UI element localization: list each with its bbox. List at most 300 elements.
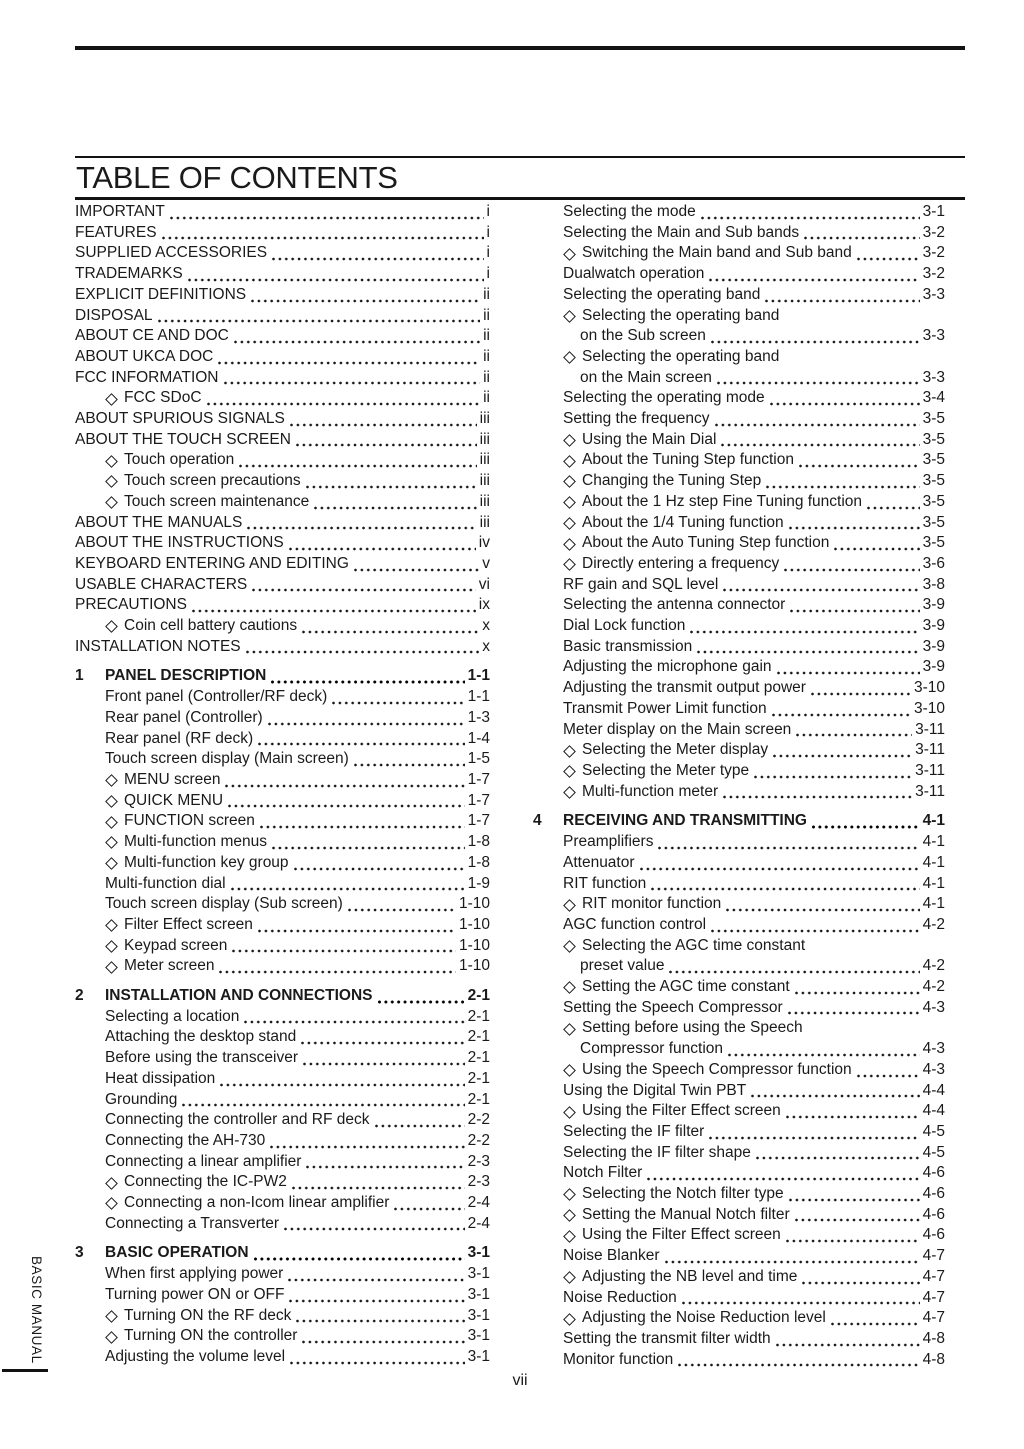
dot-leader — [790, 604, 919, 614]
toc-entry-label: Connecting the controller and RF deck — [105, 1111, 370, 1129]
toc-entry-page: 3-11 — [915, 741, 945, 759]
dot-leader — [857, 1069, 920, 1079]
toc-entry-row — [533, 678, 945, 699]
toc-entry-page: i — [486, 203, 490, 220]
toc-entry-label: FUNCTION screen — [124, 812, 255, 830]
toc-entry-label: Preamplifiers — [563, 833, 654, 851]
toc-entry-label: Selecting the operating mode — [563, 389, 765, 407]
toc-entry-page: 3-4 — [922, 389, 945, 407]
toc-entry-page: ii — [483, 306, 490, 324]
dot-leader — [170, 211, 484, 221]
toc-entry-row — [75, 749, 490, 770]
page-number: vii — [512, 1372, 528, 1389]
toc-entry-row — [75, 637, 490, 658]
toc-entry-label: Setting the AGC time constant — [582, 978, 790, 996]
diamond-icon — [105, 455, 118, 468]
toc-entry-label: Touch screen display (Sub screen) — [105, 895, 343, 913]
toc-entry-label: Noise Reduction — [563, 1288, 677, 1306]
dot-leader — [225, 779, 464, 789]
toc-entry-page: vi — [478, 575, 490, 593]
toc-entry-row — [533, 699, 945, 720]
toc-entry-label: RIT monitor function — [582, 895, 722, 913]
diamond-icon — [563, 745, 576, 758]
dot-leader — [788, 1006, 920, 1016]
diamond-icon — [563, 351, 576, 364]
dot-leader — [867, 501, 920, 511]
dot-leader — [721, 438, 919, 448]
dot-leader — [777, 666, 920, 676]
toc-entry-page: 3-2 — [922, 223, 945, 241]
toc-entry-row — [533, 1350, 945, 1371]
toc-entry-row — [75, 430, 490, 451]
toc-entry-label: About the 1 Hz step Fine Tuning function — [582, 492, 863, 510]
toc-entry-row — [533, 264, 945, 285]
dot-leader — [766, 480, 919, 490]
toc-entry-page: 2-1 — [467, 1028, 490, 1046]
toc-entry-row — [75, 1090, 490, 1111]
diamond-icon — [563, 940, 576, 953]
toc-entry-label: About the 1/4 Tuning function — [582, 513, 784, 531]
top-page-rule — [75, 46, 965, 50]
toc-column-left — [75, 202, 490, 1368]
dot-leader — [678, 1358, 919, 1368]
dot-leader — [804, 231, 919, 241]
section-number: 2 — [75, 987, 84, 1005]
toc-entry-label: Transmit Power Limit function — [563, 699, 767, 717]
dot-leader — [786, 1110, 920, 1120]
toc-entry-row — [75, 492, 490, 513]
diamond-icon — [563, 1023, 576, 1036]
dot-leader — [701, 211, 920, 221]
dot-leader — [717, 376, 920, 386]
toc-entry-page: 1-5 — [467, 750, 490, 768]
dot-leader — [751, 1089, 919, 1099]
toc-entry-row — [75, 956, 490, 977]
toc-entry-label: Selecting the operating band — [582, 347, 780, 365]
page-title: TABLE OF CONTENTS — [76, 160, 398, 195]
toc-entry-row — [533, 874, 945, 895]
dot-leader — [270, 1140, 464, 1150]
toc-entry-row — [75, 1285, 490, 1306]
diamond-icon — [563, 1189, 576, 1202]
diamond-icon — [105, 795, 118, 808]
toc-entry-row — [533, 595, 945, 616]
toc-entry-label: About the Auto Tuning Step function — [582, 534, 830, 552]
dot-leader — [182, 1098, 464, 1108]
toc-entry-label: Touch operation — [124, 451, 235, 469]
toc-entry-page: 3-3 — [922, 368, 945, 386]
toc-entry-page: 3-1 — [922, 203, 945, 220]
toc-entry-row — [533, 1205, 945, 1226]
toc-entry-row — [75, 1007, 490, 1028]
dot-leader — [834, 542, 919, 552]
toc-entry-label: When first applying power — [105, 1265, 284, 1283]
toc-entry-label: ABOUT THE MANUALS — [75, 513, 243, 531]
toc-entry-label: Connecting a non-Icom linear amplifier — [124, 1194, 390, 1212]
toc-entry-page: 3-11 — [915, 782, 945, 800]
dot-leader — [799, 459, 920, 469]
dot-leader — [271, 675, 464, 685]
dot-leader — [258, 737, 464, 747]
toc-entry-row — [533, 782, 945, 803]
toc-entry-row — [75, 1214, 490, 1235]
toc-entry-label: Before using the transceiver — [105, 1049, 298, 1067]
dot-leader — [220, 1078, 464, 1088]
toc-entry-page: 3-1 — [467, 1306, 490, 1324]
toc-entry-page: ix — [478, 596, 490, 614]
toc-entry-label: PANEL DESCRIPTION — [105, 667, 267, 685]
toc-entry-label: Selecting the operating band — [582, 306, 780, 324]
toc-entry-label: FCC SDoC — [124, 389, 202, 407]
toc-entry-page: 4-1 — [922, 895, 945, 913]
diamond-icon — [105, 1331, 118, 1344]
toc-entry-row — [75, 1048, 490, 1069]
dot-leader — [302, 1335, 464, 1345]
toc-entry-label: ABOUT THE INSTRUCTIONS — [75, 534, 284, 552]
toc-entry-row — [533, 1018, 945, 1039]
diamond-icon — [563, 558, 576, 571]
toc-entry-row — [75, 894, 490, 915]
toc-entry-row — [75, 1131, 490, 1152]
toc-entry-label: INSTALLATION AND CONNECTIONS — [105, 987, 373, 1005]
dot-leader — [192, 604, 476, 614]
toc-entry-label: Setting before using the Speech — [582, 1019, 803, 1037]
toc-entry-label: Touch screen maintenance — [124, 492, 310, 510]
toc-entry-label: ABOUT CE AND DOC — [75, 327, 229, 345]
toc-entry-page: 4-6 — [922, 1226, 945, 1244]
dot-leader — [375, 1119, 465, 1129]
toc-entry-label: Adjusting the Noise Reduction level — [582, 1309, 826, 1327]
diamond-icon — [563, 765, 576, 778]
toc-entry-label: USABLE CHARACTERS — [75, 575, 248, 593]
dot-leader — [218, 356, 480, 366]
toc-entry-label: Using the Filter Effect screen — [582, 1226, 781, 1244]
diamond-icon — [105, 393, 118, 406]
toc-entry-label: Attaching the desktop stand — [105, 1028, 297, 1046]
toc-entry-page: iii — [479, 513, 490, 531]
toc-section-row — [75, 986, 490, 1007]
toc-entry-page: 4-1 — [922, 853, 945, 871]
dot-leader — [640, 862, 920, 872]
toc-entry-label: IMPORTANT — [75, 203, 165, 220]
toc-entry-row — [533, 430, 945, 451]
toc-entry-row — [533, 998, 945, 1019]
dot-leader — [770, 397, 920, 407]
toc-entry-label: Dualwatch operation — [563, 265, 705, 283]
diamond-icon — [563, 1106, 576, 1119]
toc-entry-page: iii — [479, 410, 490, 428]
dot-leader — [726, 903, 919, 913]
toc-entry-page: 1-3 — [467, 708, 490, 726]
diamond-icon — [563, 786, 576, 799]
toc-entry-page: 4-5 — [922, 1122, 945, 1140]
toc-entry-row — [75, 770, 490, 791]
toc-entry-page: 1-8 — [467, 853, 490, 871]
toc-entry-page: 4-7 — [922, 1247, 945, 1265]
diamond-icon — [105, 476, 118, 489]
toc-entry-row — [533, 1246, 945, 1267]
toc-entry-page: 3-9 — [922, 596, 945, 614]
toc-section-row — [75, 666, 490, 687]
dot-leader — [289, 542, 476, 552]
toc-entry-row — [533, 1329, 945, 1350]
toc-entry-row — [75, 687, 490, 708]
toc-entry-row — [533, 1267, 945, 1288]
toc-entry-page: 4-1 — [922, 874, 945, 892]
toc-entry-row — [533, 388, 945, 409]
toc-entry-page: 2-1 — [467, 1007, 490, 1025]
toc-entry-label: RIT function — [563, 874, 647, 892]
toc-entry-page: ii — [483, 368, 490, 386]
toc-entry-row — [75, 1193, 490, 1214]
toc-entry-label: Selecting the IF filter — [563, 1122, 705, 1140]
diamond-icon — [105, 1177, 118, 1190]
dot-leader — [756, 1151, 920, 1161]
toc-entry-label: Using the Filter Effect screen — [582, 1102, 781, 1120]
toc-entry-row — [533, 306, 945, 327]
toc-entry-label: Meter screen — [124, 957, 215, 975]
toc-entry-page: ii — [483, 389, 490, 407]
toc-entry-label: ABOUT UKCA DOC — [75, 347, 214, 365]
toc-entry-page: 2-1 — [467, 987, 490, 1005]
toc-entry-page: 3-11 — [915, 720, 945, 738]
toc-entry-page: 3-5 — [922, 472, 945, 490]
dot-leader — [290, 1356, 465, 1366]
toc-entry-page: 1-1 — [467, 667, 490, 685]
title-rule-bottom — [75, 197, 965, 200]
dot-leader — [354, 563, 479, 573]
toc-entry-label: Dial Lock function — [563, 617, 686, 635]
dot-leader — [290, 418, 477, 428]
toc-entry-page: 4-3 — [922, 1040, 945, 1058]
dot-leader — [289, 1294, 464, 1304]
toc-entry-row — [533, 977, 945, 998]
toc-entry-label: Selecting the Notch filter type — [582, 1185, 784, 1203]
diamond-icon — [563, 1230, 576, 1243]
toc-entry-label: About the Tuning Step function — [582, 451, 794, 469]
toc-entry-row — [75, 1264, 490, 1285]
toc-entry-label: AGC function control — [563, 915, 707, 933]
toc-entry-label: Selecting the Main and Sub bands — [563, 223, 800, 241]
toc-entry-page: 1-10 — [458, 957, 490, 975]
toc-entry-label: Switching the Main band and Sub band — [582, 244, 852, 262]
dot-leader — [294, 862, 465, 872]
sidebar-tab-label: BASIC MANUAL — [29, 1256, 44, 1364]
toc-entry-label: Setting the transmit filter width — [563, 1329, 771, 1347]
diamond-icon — [563, 1209, 576, 1222]
dot-leader — [247, 521, 476, 531]
toc-entry-page: 1-10 — [458, 915, 490, 933]
dot-leader — [786, 1234, 920, 1244]
dot-leader — [812, 820, 920, 830]
dot-leader — [697, 645, 919, 655]
toc-entry-page: 3-5 — [922, 451, 945, 469]
dot-leader — [378, 995, 465, 1005]
toc-entry-row — [533, 657, 945, 678]
toc-entry-page: iii — [479, 492, 490, 510]
toc-entry-row — [75, 1069, 490, 1090]
toc-entry-row — [533, 1308, 945, 1329]
toc-entry-page: iii — [479, 430, 490, 448]
toc-entry-page: 3-10 — [913, 679, 945, 697]
dot-leader — [228, 799, 465, 809]
dot-leader — [690, 625, 919, 635]
toc-entry-row — [75, 575, 490, 596]
toc-entry-label: Rear panel (RF deck) — [105, 729, 254, 747]
toc-entry-label: INSTALLATION NOTES — [75, 637, 241, 655]
dot-leader — [651, 882, 919, 892]
toc-entry-row — [533, 720, 945, 741]
toc-entry-page: 2-2 — [467, 1131, 490, 1149]
toc-entry-page: 3-9 — [922, 617, 945, 635]
dot-leader — [239, 459, 476, 469]
dot-leader — [258, 924, 456, 934]
toc-entry-label: PRECAUTIONS — [75, 596, 187, 614]
diamond-icon — [105, 1198, 118, 1211]
toc-column-right — [533, 202, 945, 1370]
dot-leader — [711, 924, 920, 934]
toc-entry-row — [75, 1347, 490, 1368]
toc-entry-label: Front panel (Controller/RF deck) — [105, 688, 328, 706]
dot-leader — [796, 728, 912, 738]
toc-entry-page: 2-2 — [467, 1111, 490, 1129]
toc-entry-row — [75, 533, 490, 554]
diamond-icon — [563, 899, 576, 912]
toc-entry-label: Connecting the IC-PW2 — [124, 1173, 287, 1191]
toc-entry-page: 4-5 — [922, 1143, 945, 1161]
toc-entry-row — [75, 832, 490, 853]
dot-leader — [272, 252, 483, 262]
toc-entry-row — [75, 450, 490, 471]
dot-leader — [754, 770, 912, 780]
toc-entry-row — [533, 853, 945, 874]
toc-entry-page: 3-1 — [467, 1347, 490, 1365]
dot-leader — [231, 882, 465, 892]
toc-entry-page: ii — [483, 327, 490, 345]
toc-entry-row — [533, 915, 945, 936]
toc-entry-row — [533, 409, 945, 430]
toc-entry-label: BASIC OPERATION — [105, 1244, 249, 1262]
toc-entry-page: 3-3 — [922, 285, 945, 303]
toc-entry-label: Selecting the Meter type — [582, 761, 750, 779]
toc-entry-label: Touch screen display (Main screen) — [105, 750, 349, 768]
toc-entry-page: 2-1 — [467, 1049, 490, 1067]
toc-entry-page: iii — [479, 472, 490, 490]
dot-leader — [709, 1131, 919, 1141]
toc-entry-label: Connecting a Transverter — [105, 1214, 280, 1232]
dot-leader — [224, 376, 481, 386]
dot-leader — [244, 1015, 464, 1025]
toc-entry-page: 1-4 — [467, 729, 490, 747]
dot-leader — [284, 1222, 465, 1232]
toc-entry-label: SUPPLIED ACCESSORIES — [75, 244, 268, 262]
toc-section-row — [533, 811, 945, 832]
toc-entry-page: 4-6 — [922, 1164, 945, 1182]
toc-entry-page: 2-4 — [467, 1214, 490, 1232]
diamond-icon — [563, 1064, 576, 1077]
toc-entry-page: 4-8 — [922, 1329, 945, 1347]
toc-entry-row — [75, 811, 490, 832]
toc-entry-label: Adjusting the microphone gain — [563, 658, 772, 676]
dot-leader — [288, 1273, 464, 1283]
toc-entry-label: Multi-function menus — [124, 833, 268, 851]
toc-entry-page: 3-5 — [922, 534, 945, 552]
dot-leader — [162, 231, 484, 241]
dot-leader — [268, 717, 465, 727]
toc-entry-label: RECEIVING AND TRANSMITTING — [563, 812, 807, 830]
dot-leader — [246, 645, 480, 655]
dot-leader — [857, 252, 920, 262]
dot-leader — [252, 583, 476, 593]
toc-entry-page: 1-7 — [467, 812, 490, 830]
dot-leader — [772, 708, 911, 718]
toc-entry-row — [533, 1060, 945, 1081]
toc-entry-page: 4-7 — [922, 1288, 945, 1306]
dot-leader — [715, 418, 920, 428]
toc-entry-row — [533, 223, 945, 244]
toc-entry-row — [75, 1326, 490, 1347]
toc-entry-row — [533, 616, 945, 637]
dot-leader — [332, 696, 464, 706]
toc-entry-row — [533, 832, 945, 853]
toc-entry-row — [533, 1143, 945, 1164]
toc-entry-label: Connecting the AH-730 — [105, 1131, 266, 1149]
toc-entry-label: Noise Blanker — [563, 1247, 660, 1265]
toc-entry-page: 3-5 — [922, 513, 945, 531]
toc-entry-page: 1-9 — [467, 874, 490, 892]
toc-entry-page: 4-1 — [922, 833, 945, 851]
toc-entry-row — [533, 761, 945, 782]
dot-leader — [682, 1296, 920, 1306]
toc-entry-row — [75, 264, 490, 285]
toc-entry-row — [533, 894, 945, 915]
toc-entry-row — [75, 915, 490, 936]
toc-entry-page: 3-11 — [915, 761, 945, 779]
dot-leader — [776, 1338, 920, 1348]
toc-entry-row — [533, 285, 945, 306]
toc-entry-label: on the Sub screen — [580, 327, 706, 345]
toc-entry-page: i — [486, 244, 490, 262]
dot-leader — [296, 438, 477, 448]
toc-entry-page: i — [486, 265, 490, 283]
diamond-icon — [105, 621, 118, 634]
toc-entry-row — [75, 936, 490, 957]
toc-entry-label: MENU screen — [124, 770, 221, 788]
dot-leader — [314, 501, 476, 511]
toc-entry-row — [75, 306, 490, 327]
dot-leader — [723, 583, 919, 593]
toc-entry-row — [75, 554, 490, 575]
toc-entry-row — [75, 791, 490, 812]
toc-entry-row — [75, 326, 490, 347]
toc-entry-page: x — [482, 617, 490, 635]
toc-entry-row — [533, 936, 945, 957]
toc-entry-page: 1-10 — [458, 895, 490, 913]
toc-entry-row — [75, 853, 490, 874]
toc-entry-page: 2-4 — [467, 1194, 490, 1212]
toc-entry-row — [533, 202, 945, 223]
toc-entry-row — [533, 1288, 945, 1309]
toc-entry-row — [75, 409, 490, 430]
toc-entry-page: 4-2 — [922, 957, 945, 975]
toc-entry-row — [75, 1027, 490, 1048]
diamond-icon — [105, 816, 118, 829]
toc-entry-label: Turning ON the controller — [124, 1327, 298, 1345]
toc-entry-label: Coin cell battery cautions — [124, 617, 298, 635]
toc-entry-label: Rear panel (Controller) — [105, 708, 263, 726]
section-number: 3 — [75, 1244, 84, 1262]
toc-entry-label: TRADEMARKS — [75, 265, 183, 283]
